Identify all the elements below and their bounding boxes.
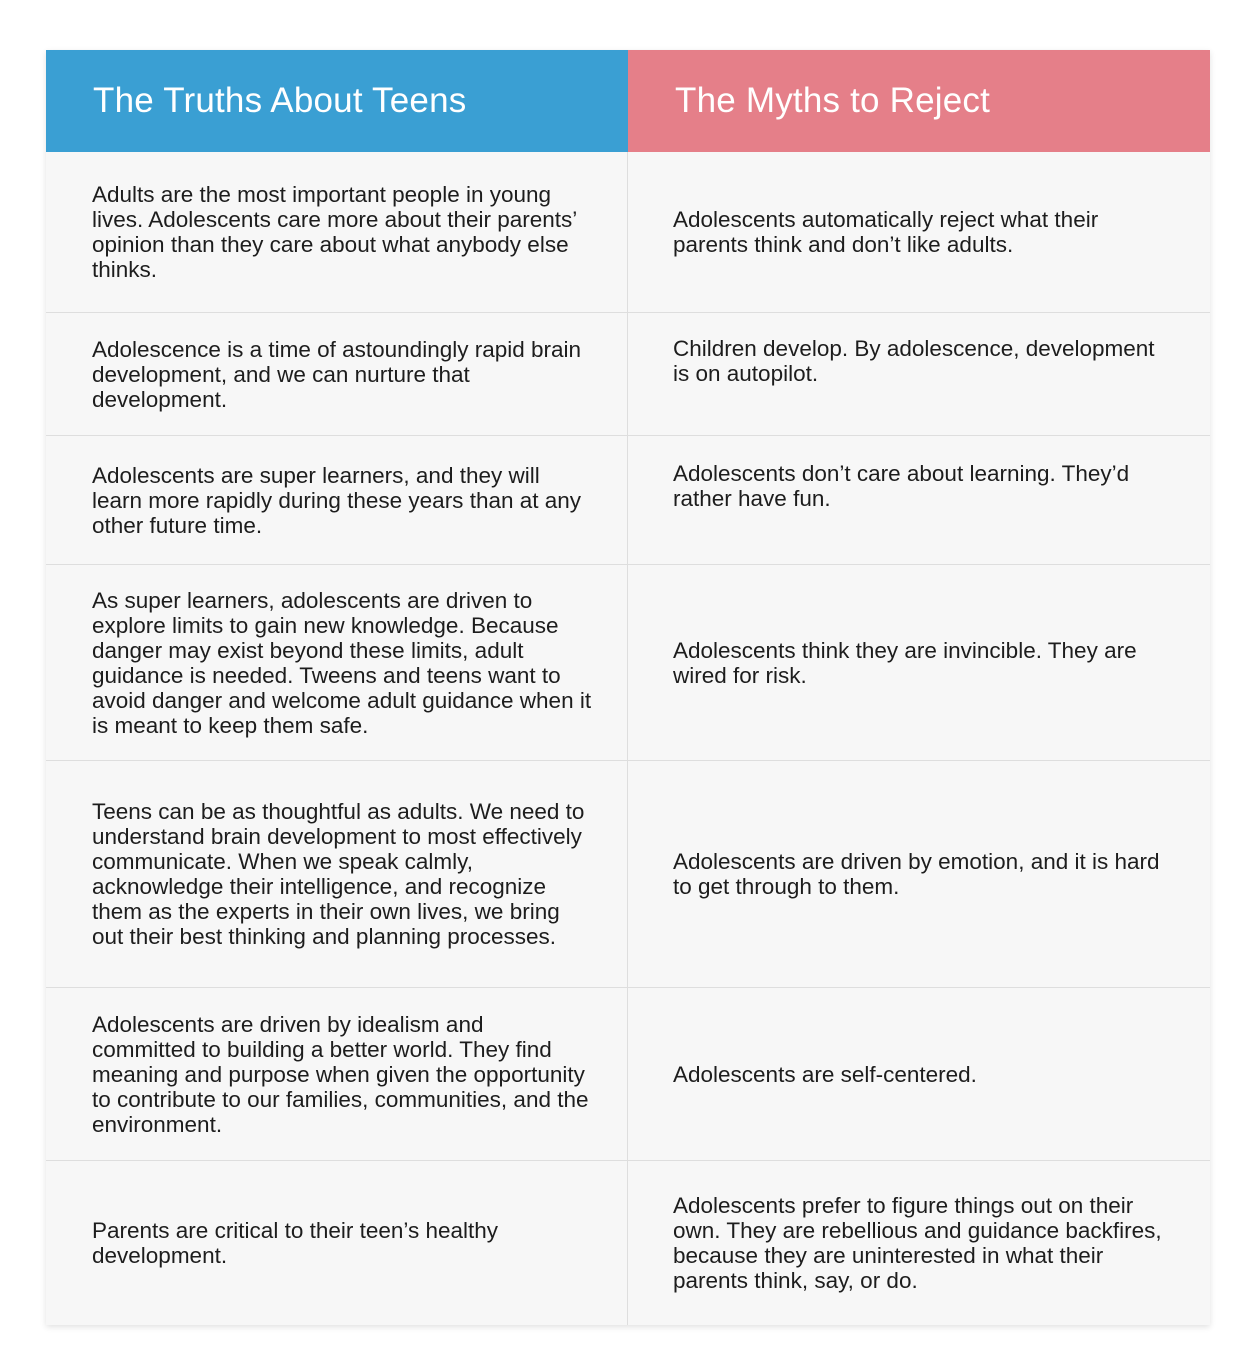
truth-cell: Adolescents are super learners, and they will learn more rapidly during these years than at any other future time. (46, 436, 628, 564)
truth-cell: Teens can be as thoughtful as adults. We need to understand brain development to most effectively communicate. When we speak calmly, acknowledge their intelligence, and recognize them as the experts in their own lives, we bring out their best thinking and planning processes. (46, 761, 628, 987)
table-row (46, 152, 1210, 312)
table-row (46, 564, 1210, 760)
myth-cell: Adolescents don’t care about learning. They’d rather have fun. (673, 461, 1130, 511)
truth-cell: Parents are critical to their teen’s healthy development. (46, 1161, 628, 1325)
myths-header: The Myths to Reject (628, 50, 1210, 152)
truths-header: The Truths About Teens (46, 50, 628, 152)
truth-cell: As super learners, adolescents are driven to explore limits to gain new knowledge. Because danger may exist beyond these limits, adult guidance is needed. Tweens and teens want to avoid danger and welcome adult guidance when it is meant to keep them safe. (46, 565, 628, 760)
myth-cell: Adolescents prefer to figure things out on their own. They are rebellious and guidance backfires, because they are uninterested in what their parents think, say, or do. (673, 1193, 1162, 1293)
table-row (46, 435, 1210, 564)
myth-cell: Adolescents automatically reject what their parents think and don’t like adults. (673, 207, 1099, 257)
myth-cell: Adolescents are self-centered. (673, 1061, 977, 1087)
table-row (46, 760, 1210, 987)
table-body (46, 152, 1210, 1325)
myth-cell: Adolescents think they are invincible. They are wired for risk. (673, 637, 1137, 688)
table-row (46, 1160, 1210, 1325)
truth-cell: Adolescents are driven by idealism and committed to building a better world. They find meaning and purpose when given the opportunity to contribute to our families, communities, and the environment. (46, 988, 628, 1160)
table-row (46, 987, 1210, 1160)
truth-cell: Adolescence is a time of astoundingly rapid brain development, and we can nurture that development. (46, 313, 628, 435)
myth-cell: Adolescents are driven by emotion, and it is hard to get through to them. (673, 849, 1160, 899)
table-header (46, 50, 1210, 152)
truth-cell: Adults are the most important people in young lives. Adolescents care more about their parents’ opinion than they care about what anybody else thinks. (46, 152, 628, 312)
truths-myths-table (46, 50, 1210, 1325)
myth-cell: Children develop. By adolescence, development is on autopilot. (673, 336, 1155, 386)
table-row (46, 312, 1210, 435)
